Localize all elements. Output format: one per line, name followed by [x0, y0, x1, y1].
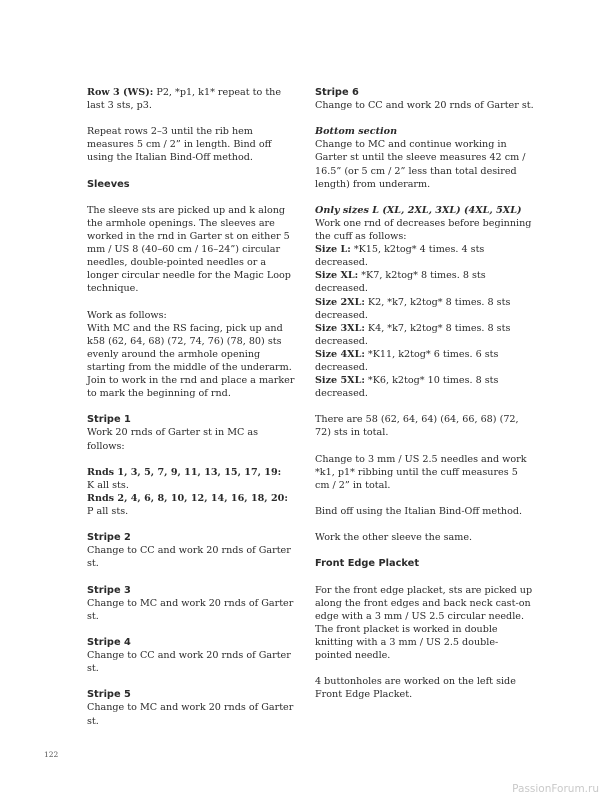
stripe3-heading: Stripe 3: [87, 584, 131, 596]
bottom-section-text: Change to MC and continue working in Garter st until the sleeve measures 42 cm / 16.5” (or 5 cm / 2” less than total desired length) from underarm.: [315, 139, 526, 190]
row3-text: P2, *p1, k1* repeat to the last 3 sts, p3.: [87, 87, 282, 112]
watermark: PassionForum.ru: [512, 783, 599, 795]
size-2xl-text: K2, *k7, k2tog* 8 times. 8 sts decreased.: [315, 296, 511, 321]
remaining-sts: There are 58 (62, 64, 64) (64, 66, 68) (72, 72) sts in total.: [315, 414, 519, 439]
stripe1-text: Work 20 rnds of Garter st in MC as follows:: [87, 427, 259, 452]
pickup-paragraph: With MC and the RS facing, pick up and k58 (62, 64, 68) (72, 74, 76) (78, 80) sts evenly around the armhole opening starting from the middle of the underarm. Join to work in the rnd and place a marker to mark the beginning of rnd.: [87, 322, 295, 400]
size-2xl-label: Size 2XL:: [315, 296, 365, 308]
only-sizes-heading: Only sizes L (XL, 2XL, 3XL) (4XL, 5XL): [315, 204, 522, 216]
size-5xl-text: *K6, k2tog* 10 times. 8 sts decreased.: [315, 375, 499, 400]
rnds-odd-text: K all sts.: [87, 479, 129, 491]
size-3xl-text: K4, *k7, k2tog* 8 times. 8 sts decreased.: [315, 322, 511, 347]
size-3xl-line: [315, 322, 535, 348]
only-sizes-text: Work one rnd of decreases before beginning the cuff as follows:: [315, 217, 532, 243]
size-xl-text: *K7, k2tog* 8 times. 8 sts decreased.: [315, 270, 486, 295]
size-xl-line: [315, 269, 535, 295]
bindoff-paragraph: Bind off using the Italian Bind-Off method.: [315, 506, 523, 517]
front-edge-placket-heading: Front Edge Placket: [315, 558, 420, 570]
size-4xl-text: *K11, k2tog* 6 times. 6 sts decreased.: [315, 348, 499, 373]
size-l-line: [315, 243, 535, 269]
left-column: [87, 86, 297, 728]
size-l-label: Size L:: [315, 244, 351, 256]
size-xl-label: Size XL:: [315, 270, 359, 282]
sleeves-intro: The sleeve sts are picked up and k along the armhole openings. The sleeves are worked in the rnd in Garter st on either 5 mm / US 8 (40–60 cm / 16–24”) circular needles, double-pointed needles or a longer circular needle for the Magic Loop technique.: [87, 204, 291, 295]
bottom-section-heading: Bottom section: [315, 126, 398, 138]
placket-paragraph: For the front edge placket, sts are picked up along the front edges and back neck cast-on edge with a 3 mm / US 2.5 circular needle. The front placket is worked in double knitting with a 3 mm / US 2.5 double-pointed needle.: [315, 584, 533, 662]
right-column: [315, 86, 535, 701]
size-4xl-line: [315, 348, 535, 374]
stripe5-heading: Stripe 5: [87, 689, 131, 701]
page-number: 122: [44, 750, 59, 759]
stripe4-text: Change to CC and work 20 rnds of Garter st.: [87, 650, 291, 675]
row3-paragraph: [87, 86, 297, 112]
size-2xl-line: [315, 296, 535, 322]
rnds-even-label: Rnds 2, 4, 6, 8, 10, 12, 14, 16, 18, 20:: [87, 492, 288, 504]
rib-hem-paragraph: Repeat rows 2–3 until the rib hem measures 5 cm / 2” in length. Bind off using the Italian Bind-Off method.: [87, 126, 272, 164]
other-sleeve-paragraph: Work the other sleeve the same.: [315, 532, 473, 544]
stripe4-heading: Stripe 4: [87, 636, 131, 648]
stripe5-text: Change to MC and work 20 rnds of Garter st.: [87, 702, 294, 727]
stripe2-text: Change to CC and work 20 rnds of Garter st.: [87, 545, 291, 570]
size-l-text: *K15, k2tog* 4 times. 4 sts decreased.: [315, 244, 485, 269]
size-4xl-label: Size 4XL:: [315, 348, 365, 360]
size-5xl-line: [315, 374, 535, 400]
stripe1-heading: Stripe 1: [87, 414, 131, 426]
sleeves-heading: Sleeves: [87, 178, 130, 190]
cuff-paragraph: Change to 3 mm / US 2.5 needles and work *k1, p1* ribbing until the cuff measures 5 cm / 2” in total.: [315, 453, 527, 491]
rnds-odd-label: Rnds 1, 3, 5, 7, 9, 11, 13, 15, 17, 19:: [87, 466, 282, 478]
buttonholes-paragraph: 4 buttonholes are worked on the left side Front Edge Placket.: [315, 676, 516, 701]
stripe3-text: Change to MC and work 20 rnds of Garter st.: [87, 597, 294, 622]
rnds-even-text: P all sts.: [87, 506, 129, 517]
size-3xl-label: Size 3XL:: [315, 322, 365, 334]
size-5xl-label: Size 5XL:: [315, 375, 365, 387]
stripe6-text: Change to CC and work 20 rnds of Garter st.: [315, 100, 534, 112]
stripe6-heading: Stripe 6: [315, 87, 359, 98]
work-as-follows: Work as follows:: [87, 309, 167, 321]
row3-label: Row 3 (WS):: [87, 87, 154, 98]
stripe2-heading: Stripe 2: [87, 532, 131, 544]
